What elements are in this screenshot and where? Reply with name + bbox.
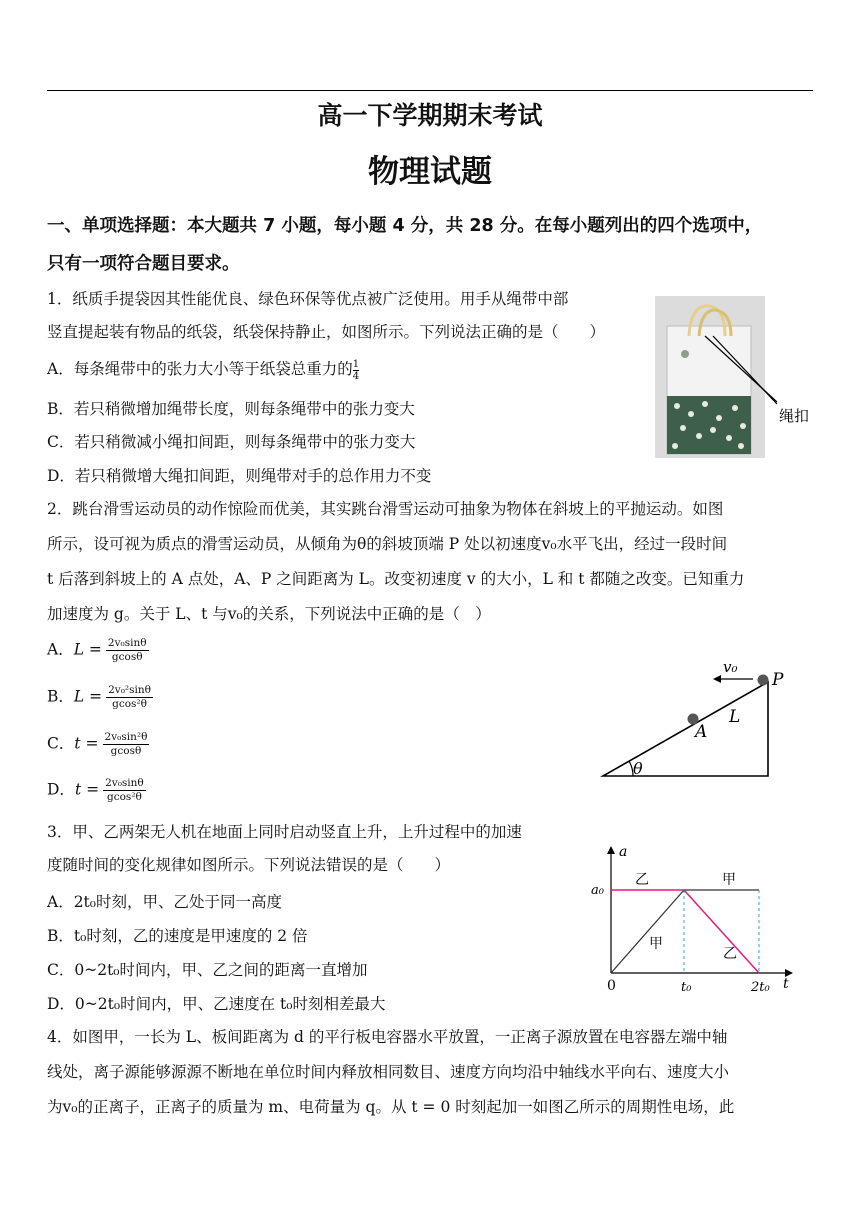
a-axis-arrow xyxy=(607,846,615,854)
q4-stem-line3: 为v₀的正离子，正离子的质量为 m、电荷量为 q。从 t = 0 时刻起加一如图乙所示的周期性电场，此 xyxy=(47,1098,735,1116)
q1-option-b: B．若只稍微增加绳带长度，则每条绳带中的张力变大 xyxy=(47,400,415,418)
q2-slope-figure xyxy=(595,655,795,785)
q3-option-d: D．0~2t₀时间内，甲、乙速度在 t₀时刻相差最大 xyxy=(47,995,386,1013)
q3-acceleration-graph xyxy=(585,838,805,998)
yi-label-line: 乙 xyxy=(723,946,737,962)
yi-label-top: 乙 xyxy=(635,872,649,888)
q2-b-den: gcos²θ xyxy=(112,698,147,710)
t0-label: t₀ xyxy=(681,980,692,995)
jia-increasing-line xyxy=(611,890,684,973)
q2-option-d xyxy=(47,777,146,804)
slope-triangle xyxy=(603,682,768,776)
knot-label: 绳扣 xyxy=(779,407,810,425)
exam-subtitle: 物理试题 xyxy=(368,154,492,190)
a-axis-label: a xyxy=(619,844,628,860)
q2-option-b-fraction xyxy=(106,684,153,711)
theta-label: θ xyxy=(633,759,643,778)
q2-option-a xyxy=(47,637,149,664)
q2-b-num: 2v₀²sinθ xyxy=(108,684,151,696)
label-v0: v₀ xyxy=(723,658,738,676)
q2-option-d-fraction xyxy=(103,777,146,804)
q3-stem-line1: 3．甲、乙两架无人机在地面上同时启动竖直上升，上升过程中的加速 xyxy=(47,823,522,841)
q4-stem-line2: 线处，离子源能够源源不断地在单位时间内释放相同数目、速度方向均沿中轴线水平向右、速度大小 xyxy=(47,1063,730,1081)
q2-option-d-lhs: t = xyxy=(74,780,100,799)
q2-option-b-label: B． xyxy=(47,687,74,706)
q1-stem-line1: 1．纸质手提袋因其性能优良、绿色环保等优点被广泛使用。用手从绳带中部 xyxy=(47,290,569,308)
q1-option-a-text: A．每条绳带中的张力大小等于纸袋总重力的 xyxy=(47,360,353,378)
q1-option-c: C．若只稍微减小绳扣间距，则每条绳带中的张力变大 xyxy=(47,433,416,451)
q1-paper-bag-figure xyxy=(655,296,825,461)
q1-option-a xyxy=(47,357,359,382)
q2-a-num: 2v₀sinθ xyxy=(107,637,147,649)
q2-option-a-lhs: L = xyxy=(73,640,102,659)
header-rule xyxy=(47,90,813,91)
q1-frac-num: 1 xyxy=(352,358,360,370)
yi-decreasing-line xyxy=(684,890,759,973)
label-a: A xyxy=(695,722,708,742)
q2-option-c-lhs: t = xyxy=(74,734,99,753)
q2-option-b xyxy=(47,684,153,711)
point-p-ball xyxy=(758,675,769,686)
q2-d-num: 2v₀sinθ xyxy=(105,777,144,789)
q3-option-a: A．2t₀时刻，甲、乙处于同一高度 xyxy=(47,893,282,911)
origin-label: 0 xyxy=(607,978,616,994)
q2-stem-line3: t 后落到斜坡上的 A 点处，A、P 之间距离为 L。改变初速度 v 的大小，L 和 t 都随之改变。已知重力 xyxy=(47,570,745,588)
section-heading-line1: 一、单项选择题：本大题共 7 小题，每小题 4 分，共 28 分。在每小题列出的四个选项中， xyxy=(47,216,763,236)
q2-option-c xyxy=(47,731,149,758)
q3-option-b: B．t₀时刻，乙的速度是甲速度的 2 倍 xyxy=(47,927,308,945)
v0-arrow-head xyxy=(713,675,721,683)
2t0-label: 2t₀ xyxy=(751,980,770,995)
label-l: L xyxy=(729,707,741,727)
q2-a-den: gcosθ xyxy=(111,651,143,663)
q1-stem-line2: 竖直提起装有物品的纸袋，纸袋保持静止，如图所示。下列说法正确的是（ ） xyxy=(47,323,606,341)
label-p: P xyxy=(772,670,784,690)
a0-label: a₀ xyxy=(591,883,604,898)
jia-label-line: 甲 xyxy=(649,936,663,952)
q2-option-a-fraction xyxy=(106,637,149,664)
q2-option-a-label: A． xyxy=(47,640,74,659)
q4-stem-line1: 4．如图甲，一长为 L、板间距离为 d 的平行板电容器水平放置，一正离子源放置在电容器左端中轴 xyxy=(47,1028,728,1046)
q2-option-b-lhs: L = xyxy=(73,687,103,706)
q1-option-a-fraction xyxy=(353,359,359,382)
t-axis-label: t xyxy=(783,976,789,992)
q2-stem-line2: 所示，设可视为质点的滑雪运动员，从倾角为θ的斜坡顶端 P 处以初速度v₀水平飞出，经过一段时间 xyxy=(47,535,728,553)
q2-stem-line4: 加速度为 g。关于 L、t 与v₀的关系，下列说法中正确的是（ ） xyxy=(47,605,491,623)
q2-option-d-label: D． xyxy=(47,780,75,799)
q3-option-c: C．0~2t₀时间内，甲、乙之间的距离一直增加 xyxy=(47,961,368,979)
q2-c-den: gcosθ xyxy=(110,745,142,757)
section-heading-line2: 只有一项符合题目要求。 xyxy=(47,254,240,274)
q1-frac-den: 4 xyxy=(352,370,360,382)
q2-option-c-label: C． xyxy=(47,734,75,753)
q2-c-num: 2v₀sin²θ xyxy=(104,731,148,743)
q3-stem-line2: 度随时间的变化规律如图所示。下列说法错误的是（ ） xyxy=(47,856,451,874)
jia-label-top: 甲 xyxy=(722,872,736,888)
exam-title: 高一下学期期末考试 xyxy=(317,101,543,130)
q1-option-d: D．若只稍微增大绳扣间距，则绳带对手的总作用力不变 xyxy=(47,467,432,485)
q2-d-den: gcos²θ xyxy=(107,791,142,803)
q2-option-c-fraction xyxy=(103,731,150,758)
bag-logo xyxy=(681,350,689,358)
q2-stem-line1: 2．跳台滑雪运动员的动作惊险而优美，其实跳台滑雪运动可抽象为物体在斜坡上的平抛运动。如图 xyxy=(47,500,724,518)
